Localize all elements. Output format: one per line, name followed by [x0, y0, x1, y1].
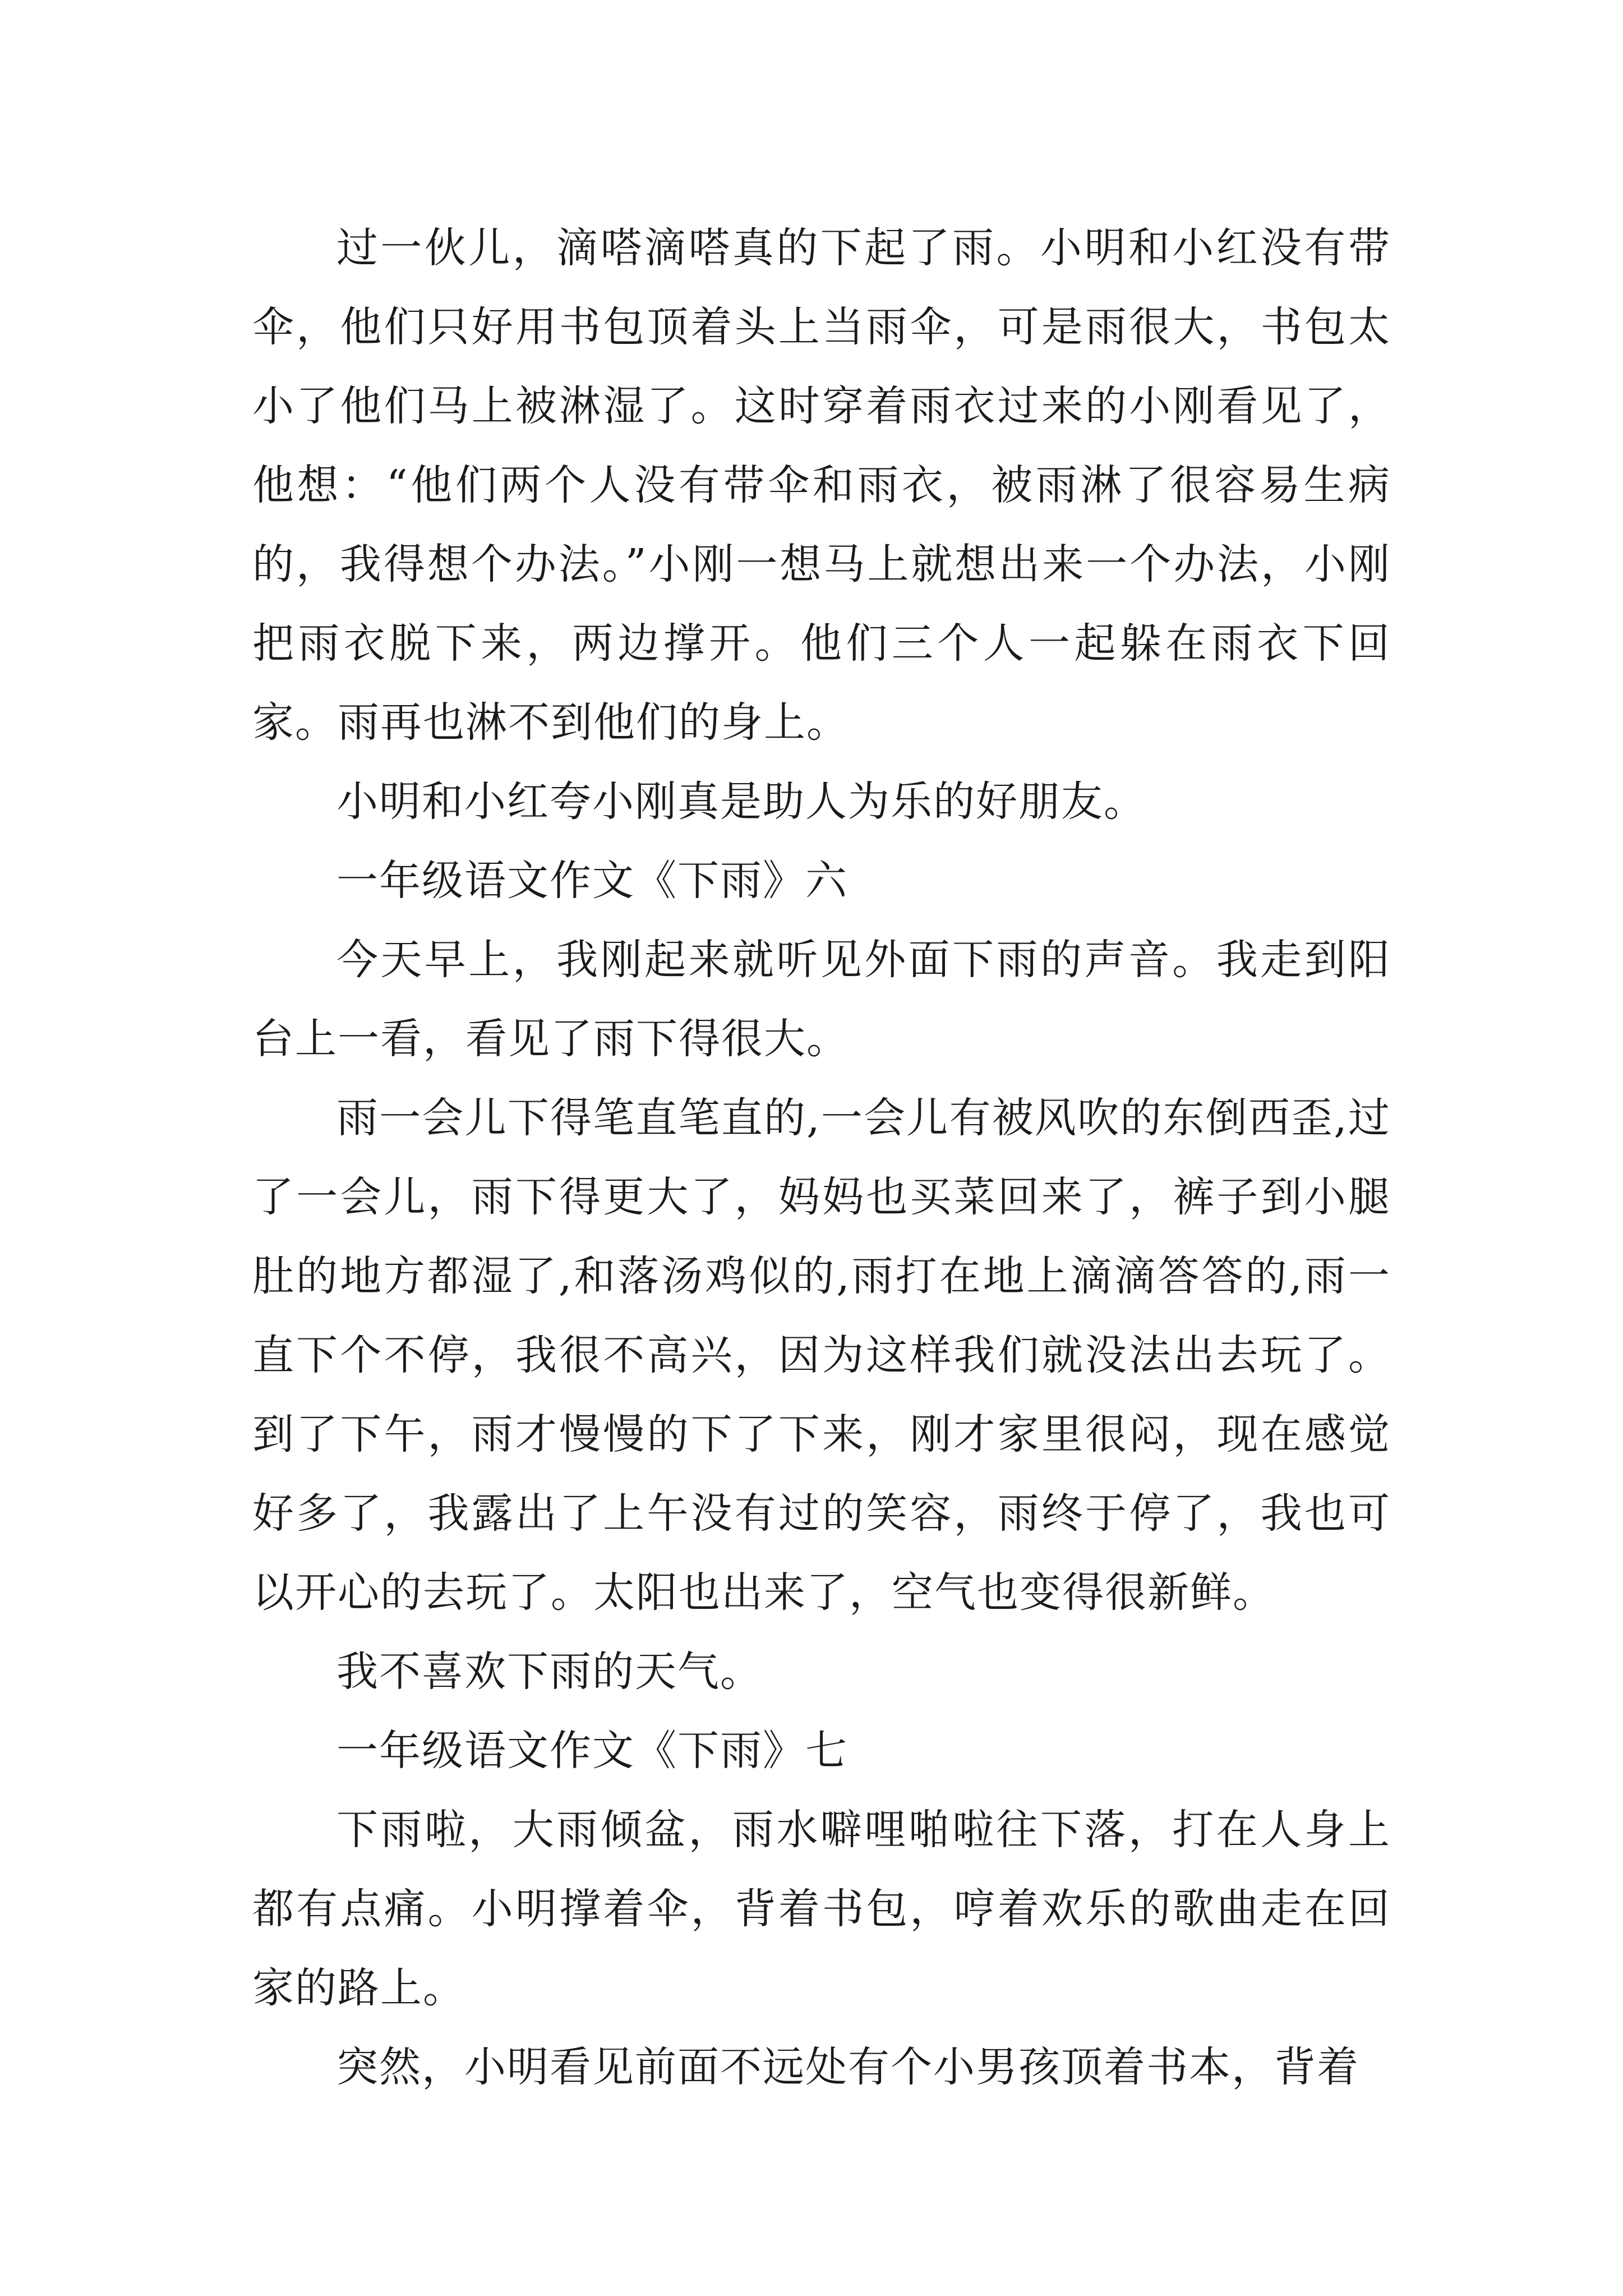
paragraph: 下雨啦，大雨倾盆，雨水噼哩啪啦往下落，打在人身上都有点痛。小明撑着伞，背着书包，哼着欢乐的歌曲走在回家的路上。: [252, 1806, 1391, 2012]
paragraph: 我不喜欢下雨的天气。: [336, 1648, 763, 1696]
section-heading: 一年级语文作文《下雨》七: [336, 1727, 848, 1775]
paragraph: 突然，小明看见前面不远处有个小男孩顶着书本，背着: [336, 2043, 1359, 2091]
paragraph: 雨一会儿下得笔直笔直的,一会儿有被风吹的东倒西歪,过了一会儿，雨下得更大了，妈妈也买菜回来了，裤子到小腿肚的地方都湿了,和落汤鸡似的,雨打在地上滴滴答答的,雨一直下个不停，我很不高兴，因为这样我们就没法出去玩了。到了下午，雨才慢慢的下了下来，刚才家里很闷，现在感觉好多了，我露出了上午没有过的笑容，雨终于停了，我也可以开心的去玩了。太阳也出来了，空气也变得很新鲜。: [252, 1094, 1391, 1617]
section-heading: 一年级语文作文《下雨》六: [336, 857, 848, 905]
paragraph: 小明和小红夸小刚真是助人为乐的好朋友。: [336, 777, 1146, 826]
paragraph: 今天早上，我刚起来就听见外面下雨的声音。我走到阳台上一看，看见了雨下得很大。: [252, 936, 1391, 1063]
document-body: [252, 209, 1391, 2107]
paragraph: 过一伙儿，滴嗒滴嗒真的下起了雨。小明和小红没有带伞，他们只好用书包顶着头上当雨伞，可是雨很大，书包太小了他们马上被淋湿了。这时穿着雨衣过来的小刚看见了，他想：“他们两个人没有带伞和雨衣，被雨淋了很容易生病的，我得想个办法。”小刚一想马上就想出来一个办法，小刚把雨衣脱下来，两边撑开。他们三个人一起躲在雨衣下回家。雨再也淋不到他们的身上。: [252, 224, 1391, 747]
